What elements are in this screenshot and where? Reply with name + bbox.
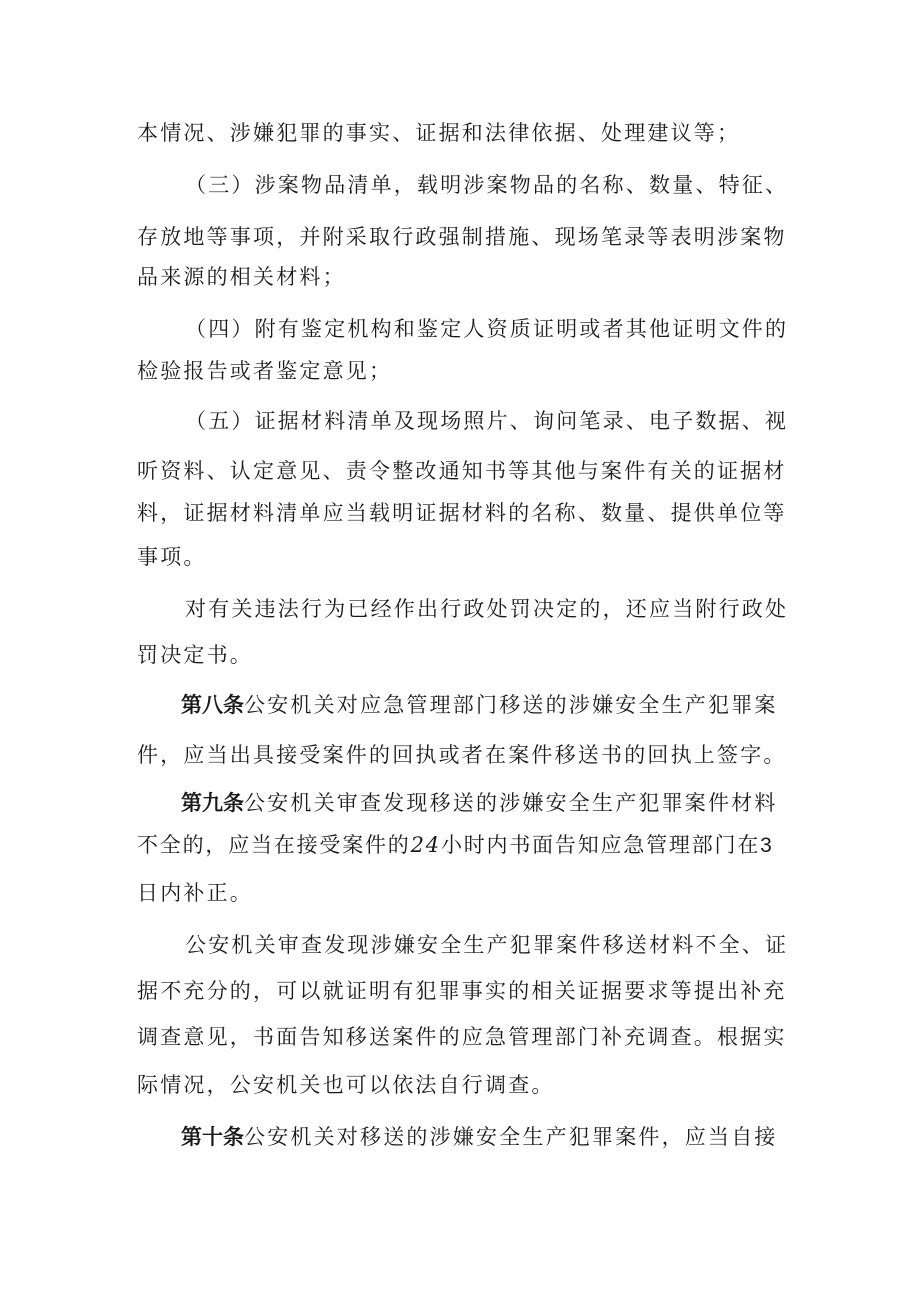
text-line: 际情况，公安机关也可以依法自行调查。 [137, 1073, 555, 1097]
article-9-line-2: 不全的，应当在接受案件的24小时内书面告知应急管理部门在3 [137, 833, 772, 857]
text-line: 对有关违法行为已经作出行政处罚决定的，还应当附行政处 [185, 597, 789, 621]
text-line: 本情况、涉嫌犯罪的事实、证据和法律依据、处理建议等； [137, 121, 741, 145]
text-line: 听资料、认定意见、责令整改通知书等其他与案件有关的证据材 [137, 459, 787, 483]
text-line: 日内补正。 [137, 881, 253, 905]
text-line: 料，证据材料清单应当载明证据材料的名称、数量、提供单位等 [137, 501, 787, 525]
text-line: 品来源的相关材料； [137, 265, 346, 289]
text-line: 存放地等事项，并附采取行政强制措施、现场笔录等表明涉案物 [137, 225, 787, 249]
article-8-text: 公安机关对应急管理部门移送的涉嫌安全生产犯罪案 [244, 693, 778, 717]
article-9-heading: 第九条 [181, 791, 244, 815]
text-line: 据不充分的，可以就证明有犯罪事实的相关证据要求等提出补充 [137, 979, 787, 1003]
article-10-text: 公安机关对移送的涉嫌安全生产犯罪案件，应当自接 [244, 1125, 778, 1149]
text-line: 公安机关审查发现涉嫌安全生产犯罪案件移送材料不全、证 [185, 933, 789, 957]
hours-number: 24 [410, 833, 441, 857]
article-9-line [181, 788, 801, 818]
article-9-text: 公安机关审查发现移送的涉嫌安全生产犯罪案件材料 [244, 791, 778, 815]
article-10-line [181, 1122, 801, 1152]
text-line: 罚决定书。 [137, 643, 253, 667]
text-line: 检验报告或者鉴定意见； [137, 359, 393, 383]
text-line: （五）证据材料清单及现场照片、询问笔录、电子数据、视 [185, 409, 789, 433]
article-8-heading: 第八条 [181, 693, 244, 717]
text-line: 事项。 [137, 545, 207, 569]
text-line: 调查意见，书面告知移送案件的应急管理部门补充调查。根据实 [137, 1025, 787, 1049]
text-line: 件，应当出具接受案件的回执或者在案件移送书的回执上签字。 [137, 743, 787, 767]
text-line: （三）涉案物品清单，载明涉案物品的名称、数量、特征、 [185, 173, 789, 197]
days-number: 3 [760, 834, 772, 857]
article-10-heading: 第十条 [181, 1125, 244, 1149]
text-line: （四）附有鉴定机构和鉴定人资质证明或者其他证明文件的 [185, 317, 789, 341]
article-8-line [181, 690, 801, 720]
